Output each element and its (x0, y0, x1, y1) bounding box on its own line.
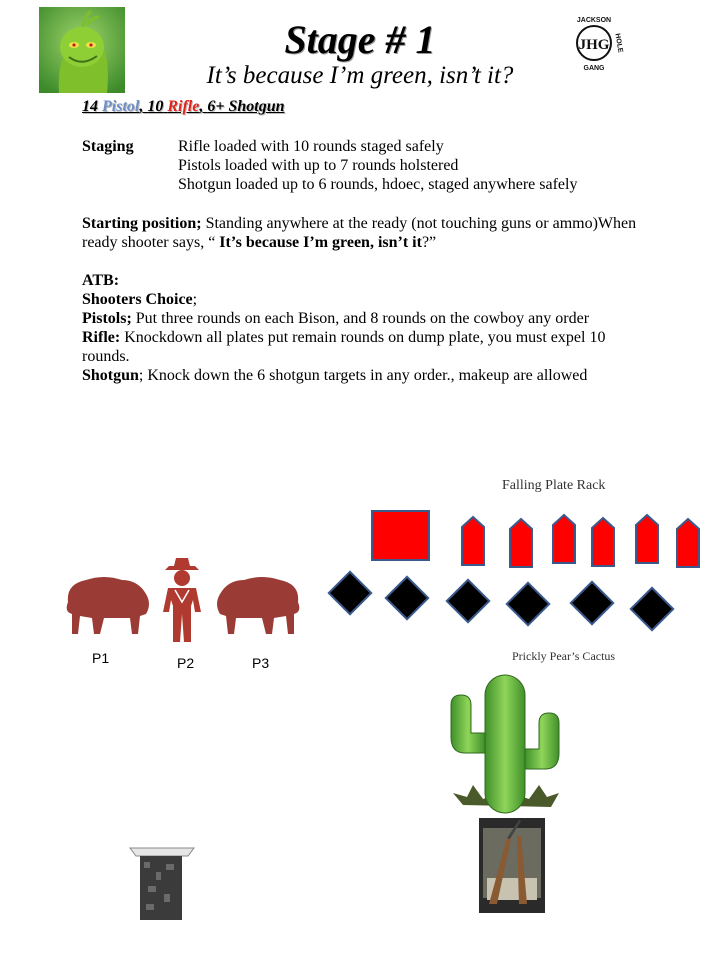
shotgun-target (507, 583, 549, 625)
shooters-choice-label: Shooters Choice (82, 291, 193, 308)
shotgun-target (386, 577, 428, 619)
plate-target (462, 517, 484, 565)
logo-text-side: HOLE (613, 32, 624, 54)
staging-line: Shotgun loaded up to 6 rounds, hdoec, staged anywhere safely (178, 176, 578, 193)
counts-sep: , (199, 98, 208, 115)
shotgun-count: 6+ Shotgun (207, 98, 285, 115)
falling-plate-rack (320, 505, 710, 635)
pistol-count: 14 (82, 98, 98, 115)
shotgun-target (571, 582, 613, 624)
target-label-p2: P2 (177, 655, 195, 671)
shotgun-label: Shotgun (82, 367, 139, 384)
shotgun-target (329, 572, 371, 614)
starting-text: Standing anywhere at the ready (not touching guns or ammo)When ready shooter says, “ (82, 215, 637, 251)
starting-text-end: ?” (421, 234, 437, 251)
starting-label: Starting position; (82, 215, 202, 232)
shotgun-text: ; Knock down the 6 shotgun targets in any order., makeup are allowed (138, 367, 588, 384)
logo-text-bottom: GANG (583, 65, 605, 72)
bison-target-p3 (216, 572, 306, 638)
plate-target (592, 518, 614, 566)
shotgun-target (447, 580, 489, 622)
pistols-text: Put three rounds on each Bison, and 8 rounds on the cowboy any order (131, 310, 590, 327)
shooters-choice-tail: ; (192, 291, 198, 308)
logo-text-top: JACKSON (576, 17, 612, 24)
plate-target (677, 519, 699, 567)
cowboy-target-p2 (157, 556, 207, 644)
rifle-label: Rifle (167, 98, 200, 115)
plate-target (510, 519, 532, 567)
atb-heading: ATB: (82, 272, 120, 289)
page-subtitle: It’s because I’m green, isn’t it? (206, 62, 514, 89)
rifle-text: Knockdown all plates put remain rounds on dump plate, you must expel 10 rounds. (82, 329, 606, 365)
rifle-count: 10 (147, 98, 164, 115)
target-label-p3: P3 (252, 655, 270, 671)
dump-box-image (128, 842, 198, 924)
dump-plate (372, 511, 429, 560)
cactus-image (443, 665, 568, 820)
pistols-label: Pistols; (82, 310, 132, 327)
page-title: Stage # 1 (284, 17, 436, 62)
bison-target-p1 (60, 572, 152, 638)
starting-phrase: It’s because I’m green, isn’t it (219, 234, 422, 251)
counts-sep: , (139, 98, 148, 115)
staging-line: Rifle loaded with 10 rounds staged safely (178, 138, 444, 155)
plate-target (553, 515, 575, 563)
logo-monogram: JHG (578, 37, 610, 53)
pistol-label: Pistol (102, 98, 140, 115)
round-counts (82, 98, 285, 116)
staging-line: Pistols loaded with up to 7 rounds holstered (178, 157, 459, 174)
shotgun-target (631, 588, 673, 630)
target-label-p1: P1 (92, 650, 110, 666)
cactus-label: Prickly Pear’s Cactus (512, 649, 616, 663)
falling-plate-rack-label: Falling Plate Rack (502, 478, 606, 493)
staging-label: Staging (82, 138, 134, 155)
shotgun-staging-photo (479, 818, 545, 913)
atb-section (82, 271, 642, 385)
rifle-label: Rifle: (82, 329, 121, 346)
starting-position (82, 214, 642, 252)
plate-target (636, 515, 658, 563)
